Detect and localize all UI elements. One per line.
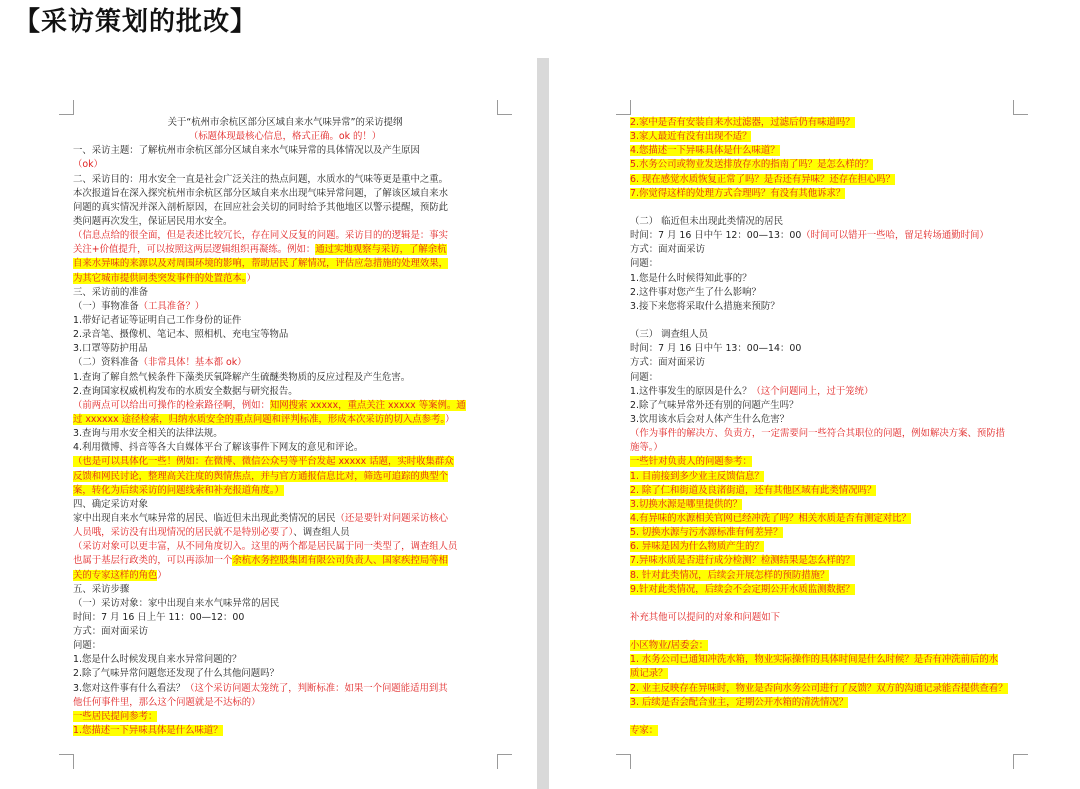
text-line [630,597,1025,611]
text-line [73,639,497,653]
review-comment: （前两点可以给出可操作的检索路径啊，例如： [73,399,270,411]
text-line [630,173,1025,187]
text-line [73,667,497,681]
margin-mark-bottom-right [1013,754,1028,769]
text-line [73,300,497,314]
text-run: （二） 临近但未出现此类情况的居民 [630,215,783,227]
text-line [630,724,1025,738]
highlighted-comment: 余杭水务控股集团有限公司负责人、国家疾控局等相 [232,555,449,567]
margin-mark-top-left [59,100,74,115]
text-run: 问题的真实情况并深入剖析原因，在回应社会关切的同时给予其他地区以警示提醒，预防此 [73,201,449,213]
text-line [73,314,497,328]
text-line [630,158,1025,172]
text-line [73,272,497,286]
text-run: 四、确定采访对象 [73,498,149,510]
text-run: 、调查组人员 [293,527,350,539]
text-run: 1.带好记者证等证明自己工作身份的证件 [73,314,242,326]
review-comment: （作为事件的解决方、负责方，一定需要问一些符合其职位的问题，例如解决方案、预防措 [630,428,1006,440]
text-line [73,441,497,455]
margin-mark-top-right [1013,100,1028,115]
margin-mark-top-left [616,100,631,115]
text-line [630,215,1025,229]
text-line [630,257,1025,271]
highlighted-comment: 通过实地观察与采访，了解余杭 [315,244,447,256]
text-line [630,540,1025,554]
text-line [73,653,497,667]
text-line [630,399,1025,413]
text-run: 方式：面对面采访 [73,626,149,638]
highlighted-comment: 关的专家这样的角色 [73,569,158,581]
page-gutter [537,58,549,789]
text-line [73,158,497,172]
margin-mark-bottom-right [497,754,512,769]
text-line [630,356,1025,370]
review-comment: （这个采访问题太笼统了，判断标准：如果一个问题能适用到其 [185,682,448,694]
text-line [73,470,497,484]
text-line [73,201,497,215]
text-line [73,116,497,130]
text-run: 关于“杭州市余杭区部分区域自来水气味异常”的采访提纲 [167,117,403,128]
text-line [73,696,497,710]
text-run: 时间：7 月 16 日中午 12：00—13：00 [630,230,802,242]
text-line [630,427,1025,441]
highlighted-comment: 3.切换水源是哪里提供的？ [630,498,743,510]
text-line [630,328,1025,342]
text-line [73,512,497,526]
text-line [630,611,1025,625]
text-run: 3.查询与用水安全相关的法律法规。 [73,428,223,440]
text-run: （一）事物准备 [73,300,139,312]
text-run: 五、采访步骤 [73,583,130,595]
highlighted-comment: 9.针对此类情况，后续会不会定期公开水质监测数据？ [630,583,855,595]
text-line [630,385,1025,399]
highlighted-comment: 3.家人最近有没有出现不适？ [630,131,752,143]
text-line [73,257,497,271]
review-comment: 施等。） [630,442,663,454]
text-line [73,130,497,144]
document-page-left [40,58,537,789]
text-run: 1.这件事发生的原因是什么？ [630,385,752,397]
highlighted-comment: 6. 异味是因为什么物质产生的？ [630,541,764,553]
document-page-right [549,58,1059,789]
text-line [630,526,1025,540]
text-run: 本次报道旨在深入探究杭州市余杭区部分区域自来水出现气味异常问题，了解该区域自来水 [73,187,449,199]
highlighted-comment: 8. 针对此类情况，后续会开展怎样的预防措施？ [630,569,830,581]
margin-mark-bottom-left [616,754,631,769]
text-line [630,116,1025,130]
text-line [630,667,1025,681]
highlighted-comment: 反馈和网民讨论，整理高关注度的舆情焦点，并与官方通报信息比对，筛选可追踪的典型个 [73,470,449,482]
text-line [73,399,497,413]
text-line [73,583,497,597]
text-run: 问题： [630,371,659,383]
text-run: 2.除了气味异常外还有别的问题产生吗？ [630,399,799,411]
highlighted-comment: 2. 除了仁和街道及良渚街道，还有其他区域有此类情况吗？ [630,484,877,496]
text-line [630,201,1025,215]
text-line [630,554,1025,568]
text-run: 二、采访目的：用水安全一直是社会广泛关注的热点问题，水质水的气味等更是重中之重。 [73,173,449,185]
page-body-left [73,116,497,738]
page-body-right [630,116,1025,738]
text-line [630,413,1025,427]
text-run: 家中出现自来水气味异常的居民、临近但未出现此类情况的居民 [73,512,336,524]
text-line [73,173,497,187]
margin-mark-bottom-left [59,754,74,769]
text-line [73,187,497,201]
text-line [73,427,497,441]
text-line [73,611,497,625]
review-comment: （标题体现最核心信息，格式正确。ok 的！） [188,131,382,143]
text-line [630,512,1025,526]
highlighted-comment: 4.您描述一下异味具体是什么味道？ [630,145,780,157]
text-run: 方式：面对面采访 [630,244,706,256]
text-line [630,371,1025,385]
text-run: 时间：7 月 16 日中午 13：00—14：00 [630,343,802,355]
text-line [73,724,497,738]
text-line [73,356,497,370]
text-run: 方式：面对面采访 [630,357,706,369]
highlighted-comment: 6. 现在感觉水质恢复正常了吗？是否还有异味？还存在担心吗？ [630,173,896,185]
text-run: 3.接下来您将采取什么措施来预防？ [630,300,780,312]
text-run: 3.口罩等防护用品 [73,343,148,355]
review-comment: （还是要针对问题采访核心 [335,512,449,524]
text-line [630,243,1025,257]
text-run: 类问题再次发生，保证居民用水安全。 [73,215,233,227]
text-run: （二）资料准备 [73,357,139,369]
text-line [630,653,1025,667]
highlighted-comment: （也是可以具体化一些！例如：在微博、微信公众号等平台发起 xxxxx 话题，实时收集群众 [73,456,454,468]
text-line [73,597,497,611]
review-comment: （ok） [73,159,103,171]
text-line [630,229,1025,243]
text-line [73,569,497,583]
text-line [630,441,1025,455]
review-comment: （信息点给的很全面，但是表述比较冗长，存在同义反复的问题。采访目的的逻辑是：事实 [73,230,449,242]
highlighted-comment: 1.您描述一下异味具体是什么味道？ [73,725,223,737]
text-run: 2.查询国家权威机构发布的水质安全数据与研究报告。 [73,385,298,397]
highlighted-comment: 3. 后续是否会配合业主，定期公开水箱的清洗情况？ [630,696,849,708]
text-run: 问题： [630,258,659,270]
highlighted-comment: 2. 业主反映存在异味时，物业是否向水务公司进行了反馈？双方的沟通记录能否提供查看？ [630,682,1008,694]
highlighted-comment: 一些针对负责人的问题参考： [630,456,752,468]
text-line [73,455,497,469]
highlighted-comment: 7.你觉得这样的处理方式合理吗？有没有其他诉求？ [630,187,846,199]
text-line [630,498,1025,512]
highlighted-comment: 案，转化为后续采访的问题线索和补充报道角度。） [73,484,284,496]
highlighted-comment: 知网搜索 xxxxx，重点关注 xxxxx 等案例。通 [269,399,466,411]
text-line [630,300,1025,314]
text-line [630,314,1025,328]
text-line [630,696,1025,710]
review-comment: （这个问题同上，过于笼统） [751,385,874,397]
text-line [630,583,1025,597]
text-run: 1.查询了解自然气候条件下藻类厌氧降解产生硫醚类物质的反应过程及产生危害。 [73,371,411,383]
text-line [73,371,497,385]
text-line [73,413,497,427]
text-line [73,342,497,356]
text-line [630,130,1025,144]
text-run: 2.录音笔、摄像机、笔记本、照相机、充电宝等物品 [73,329,289,341]
text-line [630,455,1025,469]
text-line [73,385,497,399]
text-line [73,554,497,568]
review-comment: 也属于基层行政类的，可以再添加一个 [73,555,233,567]
text-run: （三） 调查组人员 [630,329,708,341]
review-comment: ） [246,272,256,284]
text-run: 时间：7 月 16 日上午 11：00—12：00 [73,611,245,623]
text-line [73,625,497,639]
text-line [630,625,1025,639]
highlighted-comment: 质记录？ [630,668,668,680]
text-line [73,540,497,554]
highlighted-comment: 1. 水务公司已通知冲洗水箱，物业实际操作的具体时间是什么时候？是否有冲洗前后的水 [630,654,999,666]
text-line [73,328,497,342]
highlighted-comment: 专家： [630,725,659,737]
review-comment: （采访对象可以更丰富，从不同角度切入。这里的两个都是居民属于同一类型了，调查组人员 [73,541,458,553]
review-comment: （非常具体！基本都 ok） [138,357,247,369]
text-run: （一）采访对象：家中出现自来水气味异常的居民 [73,597,280,609]
text-run: 3.您对这件事有什么看法？ [73,682,186,694]
text-line [73,243,497,257]
highlighted-comment: 5.水务公司或物业发送排放存水的指南了吗？是怎么样的？ [630,159,874,171]
text-run: 4.利用微博、抖音等各大自媒体平台了解该事件下网友的意见和评论。 [73,442,364,454]
text-line [630,342,1025,356]
highlighted-comment: 为其它城市提供同类突发事件的处置范本。 [73,272,247,284]
text-line [73,682,497,696]
text-line [630,470,1025,484]
text-run: 一、采访主题：了解杭州市余杭区部分区域自来水气味异常的具体情况以及产生原因 [73,145,420,157]
text-run: 1.您是什么时候发现自来水异常问题的？ [73,654,242,666]
text-line [630,710,1025,724]
highlighted-comment: 1. 目前接到多少业主反馈信息？ [630,470,764,482]
text-line [630,484,1025,498]
text-run: 2.除了气味异常问题您还发现了什么其他问题吗？ [73,668,279,680]
review-comment: （时间可以错开一些哈，留足转场通勤时间） [801,230,989,242]
review-comment: 他任何事件里，那么这个问题就是不达标的） [73,696,261,708]
review-comment: 补充其他可以提问的对象和问题如下 [630,611,781,623]
text-line [73,229,497,243]
margin-mark-top-right [497,100,512,115]
text-run: 三、采访前的准备 [73,286,149,298]
text-run: 2.这件事对您产生了什么影响？ [630,286,761,298]
review-comment: ） [445,413,455,425]
text-line [630,639,1025,653]
highlighted-comment: 小区物业/居委会： [630,640,709,652]
review-comment: （工具准备？） [138,300,205,312]
text-line [630,682,1025,696]
text-line [630,569,1025,583]
text-line [630,286,1025,300]
text-line [73,144,497,158]
page-title: 【采访策划的批改】 [14,7,258,37]
text-line [73,484,497,498]
review-comment: ） [157,569,167,581]
review-comment: 人员哦，采访没有出现情况的居民就不是特别必要了） [73,527,294,539]
text-run: 问题： [73,640,102,652]
highlighted-comment: 7.异味水质是否进行成分检测？检测结果是怎么样的？ [630,555,855,567]
text-run: 3.饮用该水后会对人体产生什么危害？ [630,413,789,425]
text-line [73,215,497,229]
text-line [630,144,1025,158]
highlighted-comment: 过 xxxxxx 途径检索，归纳水质安全的重点问题和评判标准，形成本次采访的切入点参考。 [73,413,446,425]
text-run: 1.您是什么时候得知此事的？ [630,272,752,284]
text-line [73,286,497,300]
text-line [73,498,497,512]
highlighted-comment: 自来水异味的来源以及对周围环境的影响，帮助居民了解情况，评估应急措施的处理效果， [73,258,449,270]
highlighted-comment: 4.有异味的水源相关官网已经冲洗了吗？相关水质是否有测定对比？ [630,512,911,524]
text-line [73,710,497,724]
highlighted-comment: 2.家中是否有安装自来水过滤器，过滤后仍有味道吗？ [630,117,855,128]
highlighted-comment: 5. 切换水源与污水源标准有何差异？ [630,527,783,539]
highlighted-comment: 一些居民提问参考： [73,710,158,722]
review-comment: 关注+价值提升，可以按照这两层逻辑组织再凝练。例如： [73,244,316,256]
text-line [73,526,497,540]
text-line [630,187,1025,201]
text-line [630,272,1025,286]
